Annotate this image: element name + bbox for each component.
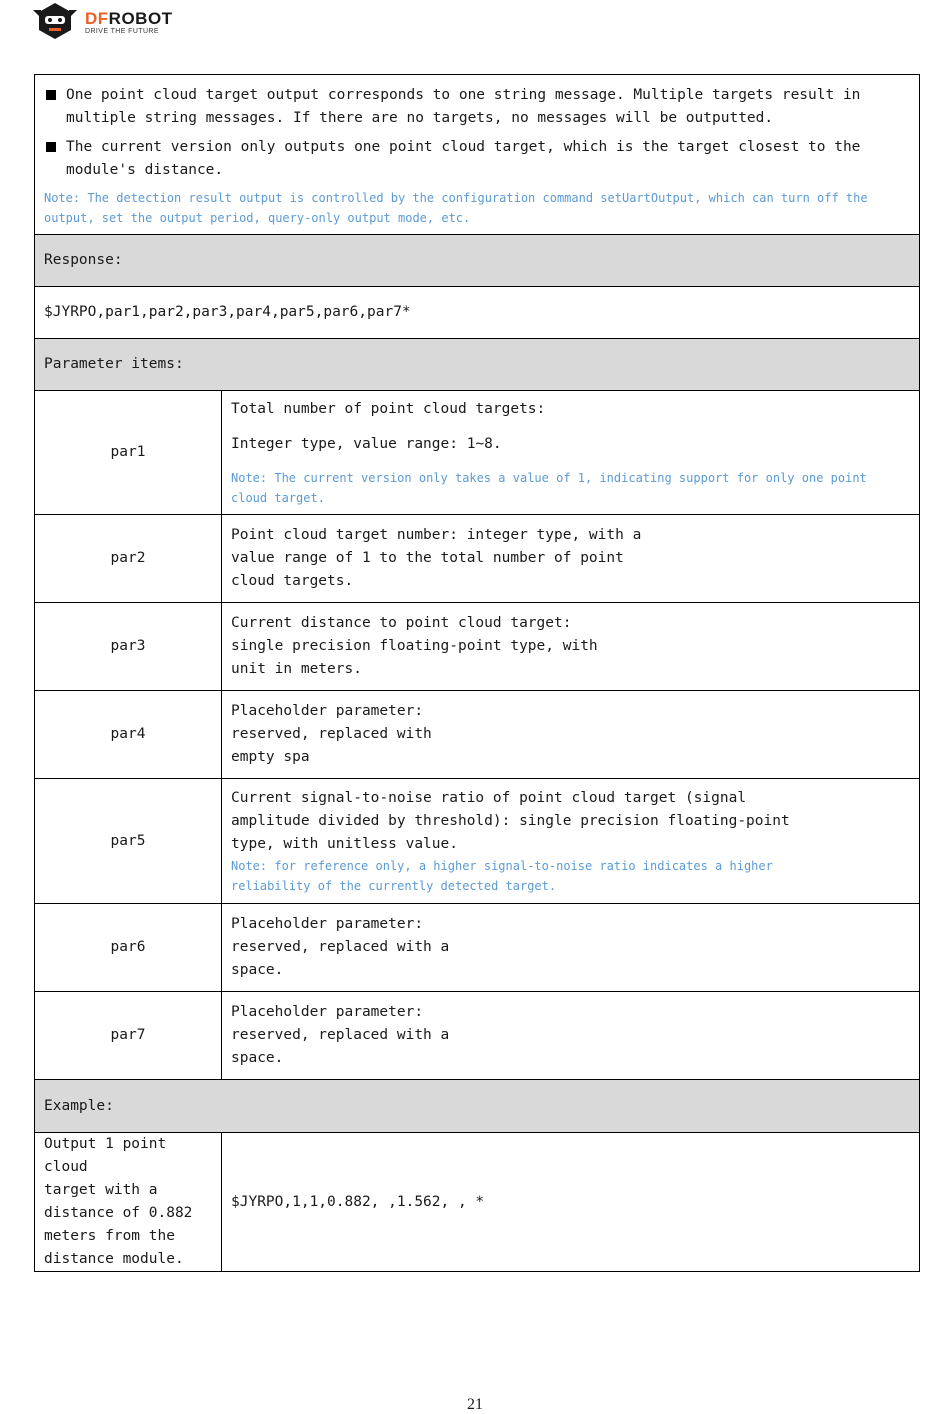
param-line: space. [231, 962, 284, 978]
param-line: Integer type, value range: 1~8. [231, 435, 502, 452]
example-line: distance module. [44, 1251, 184, 1267]
intro-bullet: One point cloud target output corresponds to one string message. Multiple targets result in multiple string messages. If there are no targets, no messages will be outputted. [44, 84, 910, 130]
param-line: reserved, replaced with a [231, 1027, 450, 1043]
param-line: type, with unitless value. [231, 835, 458, 852]
example-line: Output 1 point cloud [44, 1136, 167, 1175]
param-row-par2 [35, 515, 920, 603]
param-note: Note: for reference only, a higher signal-to-noise ratio indicates a higher [231, 858, 773, 873]
param-line: cloud targets. [231, 573, 354, 589]
example-line: distance of 0.882 [44, 1205, 193, 1221]
param-row-par7 [35, 992, 920, 1080]
param-line: single precision floating-point type, with [231, 638, 598, 654]
brand-name: DFROBOT [85, 9, 173, 28]
intro-note: Note: The detection result output is controlled by the configuration command setUartOutput, which can turn off the output, set the output period, query-only output mode, etc. [44, 191, 868, 225]
param-description [222, 691, 920, 779]
intro-bullets [44, 84, 910, 182]
param-description [222, 603, 920, 691]
param-line: Current signal-to-noise ratio of point cloud target (signal [231, 789, 747, 806]
param-description [222, 904, 920, 992]
example-label: Example: [35, 1080, 920, 1133]
param-name: par3 [35, 603, 222, 691]
param-line: empty spa [231, 749, 310, 765]
param-row-par4 [35, 691, 920, 779]
dfrobot-logo [33, 2, 203, 42]
param-line: value range of 1 to the total number of point [231, 550, 624, 566]
command-spec-table [34, 74, 920, 1272]
param-line: amplitude divided by threshold): single precision floating-point [231, 812, 790, 829]
param-name: par4 [35, 691, 222, 779]
param-name: par2 [35, 515, 222, 603]
response-value: $JYRPO,par1,par2,par3,par4,par5,par6,par7* [35, 287, 920, 339]
param-name: par6 [35, 904, 222, 992]
param-line: space. [231, 1050, 284, 1066]
param-row-par5 [35, 779, 920, 904]
example-line: target with a [44, 1182, 158, 1198]
example-description [35, 1133, 222, 1272]
intro-cell [35, 75, 920, 235]
param-name: par5 [35, 779, 222, 904]
param-note: reliability of the currently detected target. [231, 878, 557, 893]
example-row [35, 1133, 920, 1272]
param-name: par7 [35, 992, 222, 1080]
parameters-label-row [35, 339, 920, 391]
intro-row [35, 75, 920, 235]
param-line: Placeholder parameter: [231, 916, 424, 932]
example-line: meters from the [44, 1228, 175, 1244]
param-note: Note: The current version only takes a value of 1, indicating support for only one point cloud target. [231, 470, 867, 505]
param-row-par1 [35, 391, 920, 515]
page-number: 21 [467, 1396, 483, 1413]
param-description [222, 515, 920, 603]
param-line: unit in meters. [231, 661, 362, 677]
param-row-par3 [35, 603, 920, 691]
example-value: $JYRPO,1,1,0.882, ,1.562, , * [222, 1133, 920, 1272]
param-line: Total number of point cloud targets: [231, 400, 546, 417]
param-line: reserved, replaced with [231, 726, 432, 742]
robot-logo-icon [33, 2, 77, 40]
param-line: Placeholder parameter: [231, 703, 424, 719]
response-value-row [35, 287, 920, 339]
param-line: reserved, replaced with a [231, 939, 450, 955]
param-line: Current distance to point cloud target: [231, 615, 572, 631]
param-line: Placeholder parameter: [231, 1004, 424, 1020]
param-description [222, 779, 920, 904]
param-row-par6 [35, 904, 920, 992]
brand-tagline: DRIVE THE FUTURE [85, 28, 159, 35]
param-line: Point cloud target number: integer type, with a [231, 527, 642, 543]
param-description [222, 992, 920, 1080]
response-label-row [35, 235, 920, 287]
param-name: par1 [35, 391, 222, 515]
example-label-row [35, 1080, 920, 1133]
intro-bullet: The current version only outputs one point cloud target, which is the target closest to the module's distance. [44, 136, 910, 182]
parameters-label: Parameter items: [35, 339, 920, 391]
response-label: Response: [35, 235, 920, 287]
param-description [222, 391, 920, 515]
